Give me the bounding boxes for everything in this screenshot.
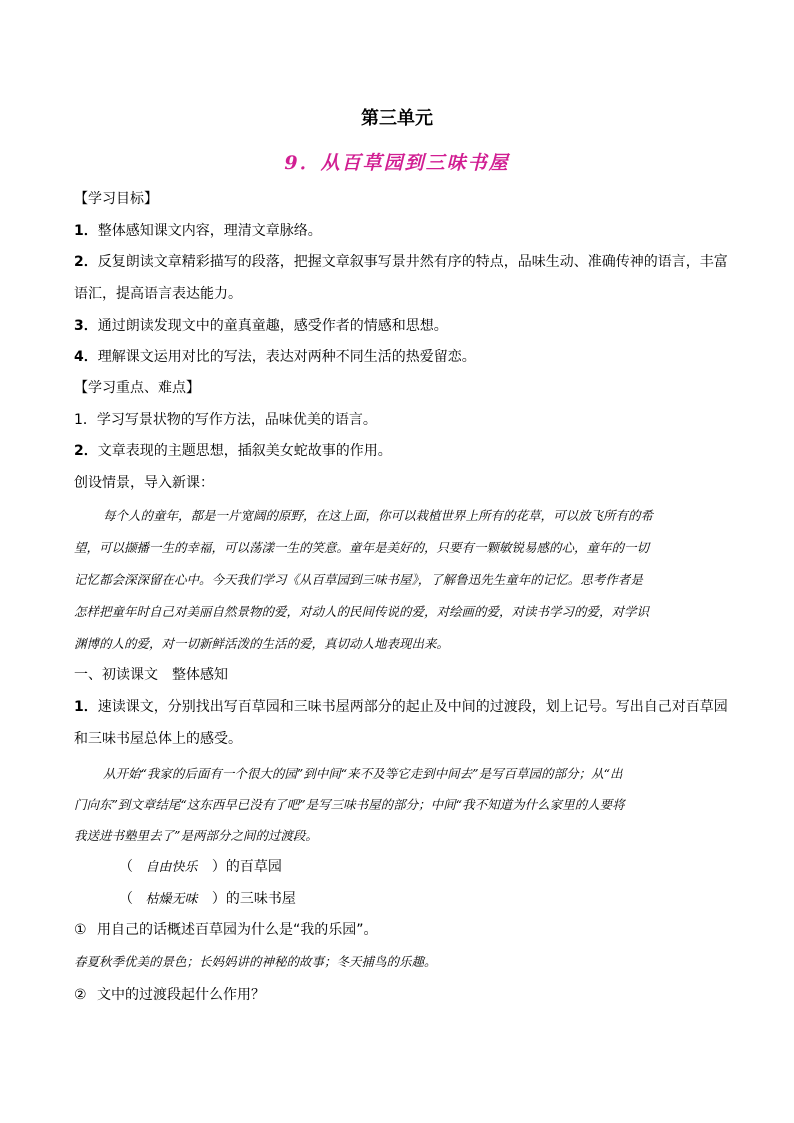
objective-item-1	[74, 220, 754, 240]
fill-open-paren: （	[119, 891, 133, 907]
key-points-heading: 【学习重点、难点】	[74, 380, 200, 396]
intro-line-1: 每个人的童年，都是一片宽阔的原野，在这上面，你可以栽植世界上所有的花草，可以放飞所有的希	[103, 508, 654, 523]
sub-question-1	[74, 919, 754, 939]
fill-suffix: ）的三味书屋	[211, 891, 296, 907]
question-1-answer-line-1: 从开始“我家的后面有一个很大的园”到中间“来不及等它走到中间去”是写百草园的部分；从“出	[103, 766, 623, 781]
question-1	[74, 696, 754, 716]
intro-heading: 创设情景，导入新课：	[74, 475, 214, 491]
objective-number: 4．	[74, 349, 98, 365]
circled-number: ①	[74, 922, 87, 938]
objective-item-2	[74, 251, 754, 271]
question-1-answer-line-3: 我送进书塾里去了”是两部分之间的过渡段。	[74, 828, 318, 843]
fill-suffix: ）的百草园	[211, 859, 282, 875]
section-1-heading: 一、初读课文 整体感知	[74, 667, 228, 683]
fill-blank-sanweishuwu	[119, 888, 296, 908]
objective-item-2-continued: 语汇，提高语言表达能力。	[74, 286, 242, 302]
objective-number: 1．	[74, 223, 98, 239]
key-point-text: 学习写景状物的写作方法，品味优美的语言。	[96, 412, 377, 428]
sub-question-text: 文中的过渡段起什么作用？	[97, 987, 266, 1003]
fill-answer: 自由快乐	[145, 860, 198, 875]
sub-question-2	[74, 984, 754, 1004]
question-text: 速读课文，分别找出写百草园和三味书屋两部分的起止及中间的过渡段，划上记号。写出自己对百草园	[97, 699, 728, 715]
objective-text: 反复朗读文章精彩描写的段落，把握文章叙事写景井然有序的特点，品味生动、准确传神的语言，丰富	[97, 254, 728, 270]
objective-text: 整体感知课文内容，理清文章脉络。	[97, 223, 322, 239]
sub-question-text: 用自己的话概述百草园为什么是“我的乐园”。	[97, 922, 378, 938]
question-1-continued: 和三味书屋总体上的感受。	[74, 731, 242, 747]
objective-text: 理解课文运用对比的写法，表达对两种不同生活的热爱留恋。	[97, 349, 476, 365]
objective-number: 3．	[74, 318, 98, 334]
fill-blank-baicaoyuan	[119, 856, 282, 876]
intro-line-4: 怎样把童年时自己对美丽自然景物的爱，对动人的民间传说的爱，对绘画的爱，对读书学习的爱，对学识	[74, 604, 650, 619]
fill-open-paren: （	[119, 859, 133, 875]
key-point-number: 2．	[74, 443, 98, 459]
intro-line-3: 记忆都会深深留在心中。今天我们学习《从百草园到三味书屋》，了解鲁迅先生童年的记忆。思考作者是	[74, 572, 643, 587]
key-point-item-1	[74, 409, 754, 429]
fill-answer: 枯燥无味	[145, 892, 198, 907]
key-point-text: 文章表现的主题思想，插叙美女蛇故事的作用。	[97, 443, 392, 459]
unit-title: 第三单元	[361, 108, 433, 129]
objective-item-4	[74, 346, 754, 366]
circled-number: ②	[74, 987, 87, 1003]
key-point-item-2	[74, 440, 754, 460]
intro-line-5: 渊博的人的爱，对一切新鲜活泼的生活的爱，真切动人地表现出来。	[74, 636, 450, 651]
objectives-heading: 【学习目标】	[74, 191, 158, 207]
sub-question-1-answer: 春夏秋季优美的景色；长妈妈讲的神秘的故事；冬天捕鸟的乐趣。	[74, 954, 437, 969]
objective-item-3	[74, 315, 754, 335]
objective-number: 2．	[74, 254, 98, 270]
question-1-answer-line-2: 门向东”到文章结尾“这东西早已没有了吧”是写三味书屋的部分；中间“我不知道为什么家里的人要将	[74, 797, 625, 812]
lesson-title: 9．从百草园到三味书屋	[284, 152, 510, 174]
intro-line-2: 望，可以撷播一生的幸福，可以荡漾一生的笑意。童年是美好的，只要有一颗敏锐易感的心，童年的一切	[74, 540, 650, 555]
question-number: 1．	[74, 699, 98, 715]
objective-text: 通过朗读发现文中的童真童趣，感受作者的情感和思想。	[97, 318, 448, 334]
key-point-number: 1．	[74, 412, 97, 428]
